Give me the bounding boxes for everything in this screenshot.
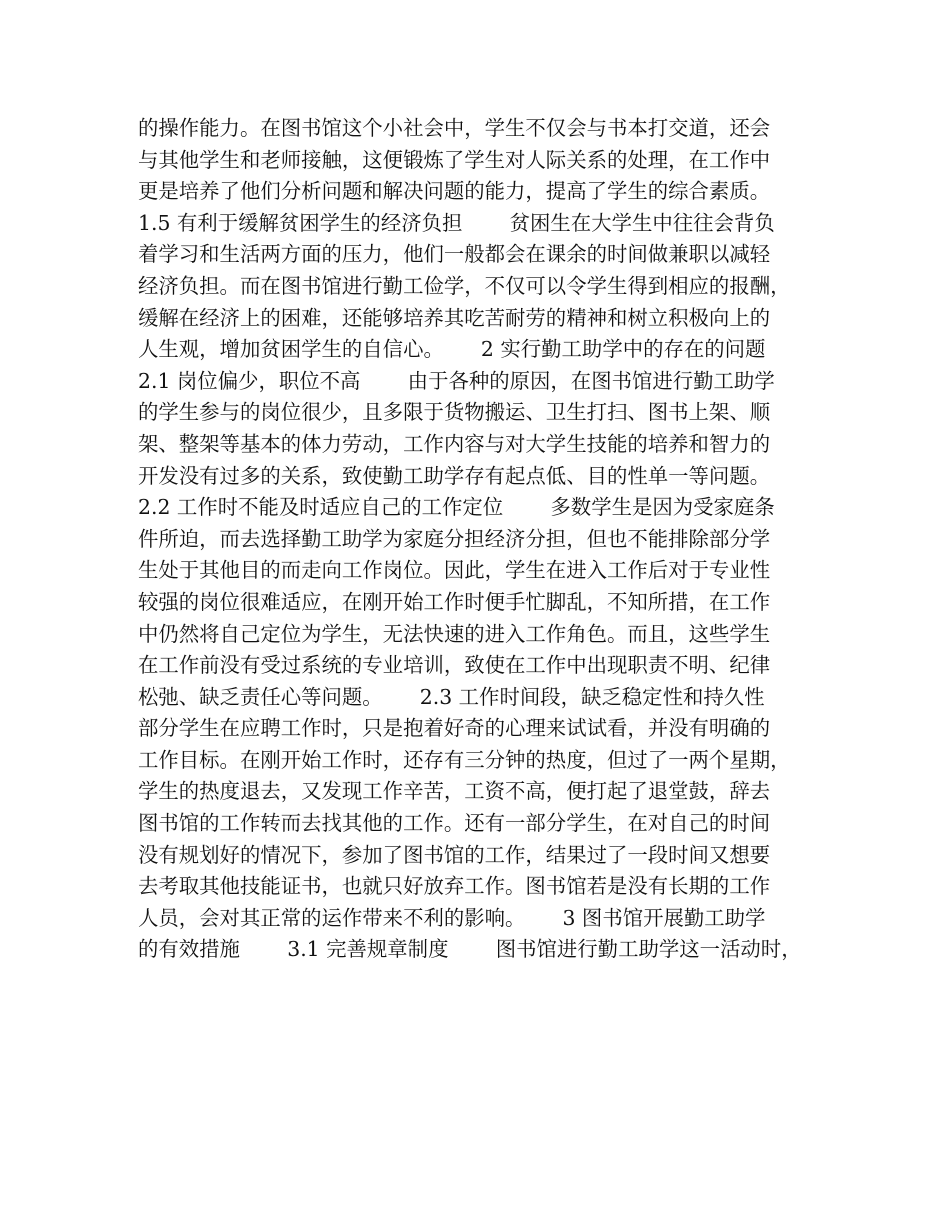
text-line-20: 部分学生在应聘工作时，只是抱着好奇的心理来试试看，并没有明确的 [138, 716, 771, 741]
text-line-14: 件所迫，而去选择勤工助学为家庭分担经济分担，但也不能排除部分学 [138, 526, 771, 551]
text-line-26: 人员，会对其正常的运作带来不利的影响。 3 图书馆开展勤工助学 [138, 905, 766, 930]
text-line-6: 经济负担。而在图书馆进行勤工俭学，不仅可以令学生得到相应的报酬， [138, 273, 791, 298]
text-line-4: 1.5 有利于缓解贫困学生的经济负担 贫困生在大学生中往往会背负 [138, 210, 775, 235]
text-line-24: 没有规划好的情况下，参加了图书馆的工作，结果过了一段时间又想要 [138, 842, 771, 867]
text-line-2: 与其他学生和老师接触，这便锻炼了学生对人际关系的处理，在工作中 [138, 147, 771, 172]
text-line-9: 2.1 岗位偏少，职位不高 由于各种的原因，在图书馆进行勤工助学 [138, 368, 775, 393]
text-line-13: 2.2 工作时不能及时适应自己的工作定位 多数学生是因为受家庭条 [138, 495, 775, 520]
body-text [138, 113, 828, 966]
text-line-10: 的学生参与的岗位很少，且多限于货物搬运、卫生打扫、图书上架、顺 [138, 400, 771, 425]
text-line-23: 图书馆的工作转而去找其他的工作。还有一部分学生，在对自己的时间 [138, 811, 771, 836]
text-line-8: 人生观，增加贫困学生的自信心。 2 实行勤工助学中的存在的问题 [138, 337, 766, 362]
text-line-1: 的操作能力。在图书馆这个小社会中，学生不仅会与书本打交道，还会 [138, 116, 771, 140]
text-line-3: 更是培养了他们分析问题和解决问题的能力，提高了学生的综合素质。 [138, 179, 771, 204]
text-line-18: 在工作前没有受过系统的专业培训，致使在工作中出现职责不明、纪律 [138, 653, 771, 678]
text-line-7: 缓解在经济上的困难，还能够培养其吃苦耐劳的精神和树立积极向上的 [138, 305, 771, 330]
text-line-12: 开发没有过多的关系，致使勤工助学存有起点低、目的性单一等问题。 [138, 463, 771, 488]
text-line-25: 去考取其他技能证书，也就只好放弃工作。图书馆若是没有长期的工作 [138, 874, 771, 899]
text-line-5: 着学习和生活两方面的压力，他们一般都会在课余的时间做兼职以减轻 [138, 242, 771, 267]
text-line-21: 工作目标。在刚开始工作时，还存有三分钟的热度，但过了一两个星期， [138, 747, 791, 772]
text-line-15: 生处于其他目的而走向工作岗位。因此，学生在进入工作后对于专业性 [138, 558, 771, 583]
text-line-11: 架、整架等基本的体力劳动，工作内容与对大学生技能的培养和智力的 [138, 431, 771, 456]
text-line-27: 的有效措施 3.1 完善规章制度 图书馆进行勤工助学这一活动时， [138, 937, 802, 962]
text-line-19: 松弛、缺乏责任心等问题。 2.3 工作时间段，缺乏稳定性和持久性 [138, 684, 765, 709]
text-line-22: 学生的热度退去，又发现工作辛苦，工资不高，便打起了退堂鼓，辞去 [138, 779, 771, 804]
text-line-17: 中仍然将自己定位为学生，无法快速的进入工作角色。而且，这些学生 [138, 621, 771, 646]
text-line-16: 较强的岗位很难适应，在刚开始工作时便手忙脚乱，不知所措，在工作 [138, 589, 771, 614]
